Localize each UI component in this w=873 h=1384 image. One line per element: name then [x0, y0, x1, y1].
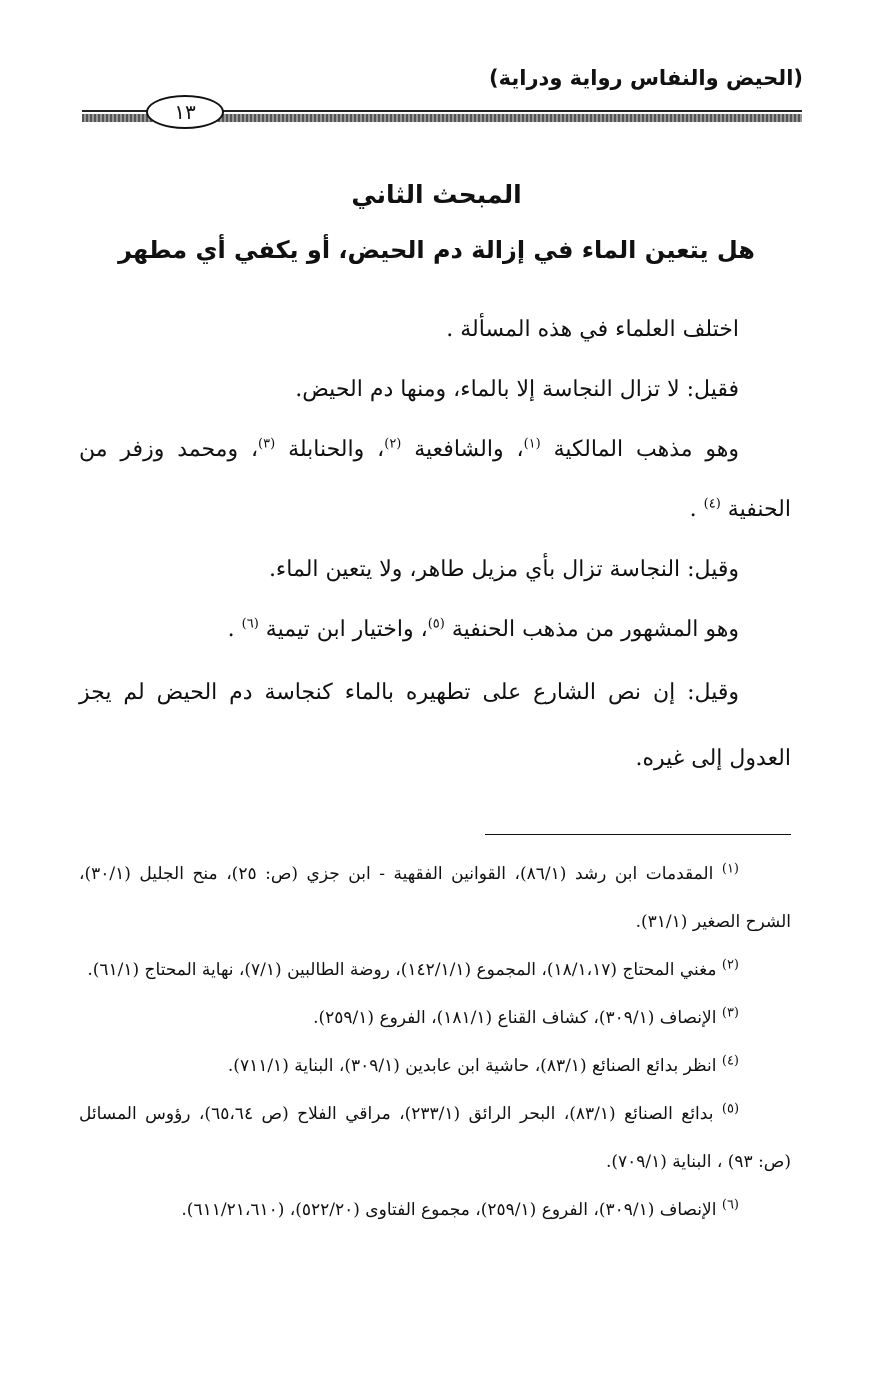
paragraph: وقيل: النجاسة تزال بأي مزيل طاهر، ولا يتعين الماء.: [268, 557, 739, 582]
footnote: $^{(١)}$ المقدمات ابن رشد (٨٦/١)، القوانين الفقهية - ابن جزي (ص: ٢٥)، منح الجليل (٣٠/١)، الشرح الصغير (٣١/١).: [79, 861, 791, 932]
footnote-ref: (٤): [703, 496, 721, 512]
paragraph: فقيل: لا تزال النجاسة إلا بالماء، ومنها دم الحيض.: [295, 377, 739, 402]
footnote-number: (٣): [721, 1005, 739, 1021]
footnote-number: (٥): [721, 1101, 740, 1117]
footnote-number: (٢): [721, 957, 739, 973]
footnote-ref: (١): [523, 436, 541, 452]
page-number: ١٣: [146, 95, 224, 129]
paragraph: وهو المشهور من مذهب الحنفية $^{(٥)}$، واختيار ابن تيمية $^{(٦)}$ .: [227, 616, 739, 642]
footnote-number: (٦): [721, 1197, 739, 1213]
paragraph: وقيل: إن نص الشارع على تطهيره بالماء كنجاسة دم الحيض لم يجز العدول إلى غيره.: [79, 680, 791, 771]
footnotes: [79, 850, 791, 1234]
footnote-ref: (٥): [427, 616, 445, 632]
footnote-ref: (٣): [258, 436, 276, 452]
footnote-separator: [485, 834, 791, 835]
footnote: $^{(٥)}$ بدائع الصنائع (٨٣/١)، البحر الرائق (٢٣٣/١)، مراقي الفلاح (ص ٦٥،٦٤)، رؤوس المسائل (ص: ٩٣) ، البناية (٧٠٩/١).: [79, 1101, 791, 1172]
body-text: [79, 300, 791, 792]
section-subtitle: هل يتعين الماء في إزالة دم الحيض، أو يكفي أي مطهر: [118, 236, 755, 264]
footnote: $^{(٤)}$ انظر بدائع الصنائع (٨٣/١)، حاشية ابن عابدين (٣٠٩/١)، البناية (٧١١/١).: [227, 1053, 739, 1076]
footnote-number: (٤): [721, 1053, 739, 1069]
footnote: $^{(٢)}$ مغني المحتاج (١٨/١،١٧)، المجموع (١٤٢/١/١)، روضة الطالبين (٧/١)، نهاية المحتاج (٦١/١).: [87, 957, 739, 980]
footnote-ref: (٢): [384, 436, 402, 452]
paragraph: وهو مذهب المالكية $^{(١)}$، والشافعية $^{(٢)}$، والحنابلة $^{(٣)}$، ومحمد وزفر من الحنفية $^{(٤)}$ .: [79, 436, 791, 522]
footnote: $^{(٦)}$ الإنصاف (٣٠٩/١)، الفروع (٢٥٩/١)، مجموع الفتاوى (٥٢٢/٢٠)، (٦١١/٢١،٦١٠).: [181, 1197, 739, 1220]
running-header-title: (الحيض والنفاس رواية ودراية): [489, 66, 803, 90]
footnote-number: (١): [721, 861, 739, 877]
section-title: المبحث الثاني: [351, 180, 522, 209]
paragraph: اختلف العلماء في هذه المسألة .: [446, 317, 739, 342]
footnote-ref: (٦): [241, 616, 259, 632]
footnote: $^{(٣)}$ الإنصاف (٣٠٩/١)، كشاف القناع (١٨١/١)، الفروع (٢٥٩/١).: [313, 1005, 739, 1028]
